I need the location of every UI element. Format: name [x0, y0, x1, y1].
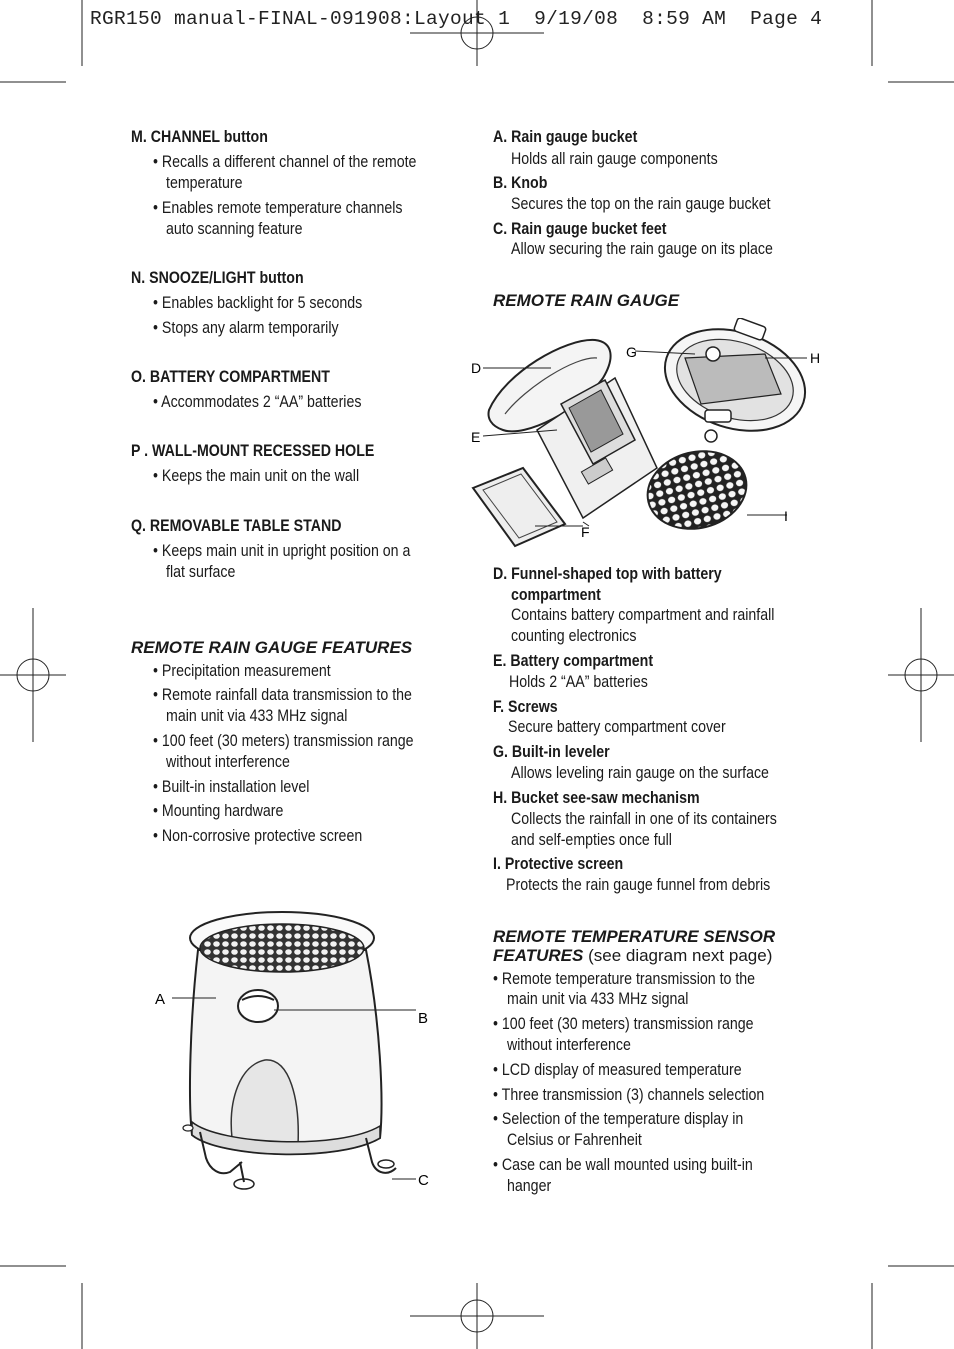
temp-sensor-title-line-2	[493, 945, 772, 967]
temp-bullet-6-line-1: • Case can be wall mounted using built-in	[493, 1156, 753, 1174]
q-heading: Q. REMOVABLE TABLE STAND	[131, 517, 342, 535]
temp-bullet-6-line-2: hanger	[507, 1177, 552, 1195]
feature-bullet-3-line-1: • 100 feet (30 meters) transmission range	[153, 732, 414, 750]
part-e-desc: Holds 2 “AA” batteries	[509, 673, 648, 691]
n-heading: N. SNOOZE/LIGHT button	[131, 269, 304, 287]
feature-bullet-3-line-2: without interference	[166, 753, 290, 771]
part-d-desc-2: counting electronics	[511, 627, 637, 645]
m-bullet-1-line-1: • Recalls a different channel of the remote	[153, 153, 417, 171]
temp-bullet-1-line-2: main unit via 433 MHz signal	[507, 990, 689, 1008]
p-heading: P . WALL-MOUNT RECESSED HOLE	[131, 442, 375, 460]
temp-bullet-3: • LCD display of measured temperature	[493, 1061, 742, 1079]
feature-bullet-2-line-1: • Remote rainfall data transmission to the	[153, 686, 412, 704]
temp-sensor-title-features: FEATURES	[493, 946, 584, 965]
diagram-letter-h: H	[810, 350, 821, 366]
part-c-label: C. Rain gauge bucket feet	[493, 220, 667, 238]
bucket-letter-b: B	[418, 1010, 429, 1027]
part-e-label: E. Battery compartment	[493, 652, 654, 670]
part-i-label: I. Protective screen	[493, 855, 624, 873]
rain-gauge-exploded-diagram	[465, 318, 835, 550]
remote-rain-gauge-title: REMOTE RAIN GAUGE	[493, 291, 680, 310]
part-g-desc: Allows leveling rain gauge on the surface	[511, 764, 769, 782]
part-a-label: A. Rain gauge bucket	[493, 128, 638, 146]
diagram-letter-d: D	[471, 360, 482, 376]
diagram-letter-g: G	[626, 344, 637, 360]
feature-bullet-5: • Mounting hardware	[153, 802, 284, 820]
m-bullet-1-line-2: temperature	[166, 174, 243, 192]
part-g-label: G. Built-in leveler	[493, 743, 610, 761]
part-a-desc: Holds all rain gauge components	[511, 150, 718, 168]
bucket-letter-c: C	[418, 1172, 429, 1189]
temp-sensor-title: REMOTE TEMPERATURE SENSOR	[493, 927, 776, 946]
o-heading: O. BATTERY COMPARTMENT	[131, 368, 330, 386]
temp-bullet-2-line-1: • 100 feet (30 meters) transmission range	[493, 1015, 754, 1033]
part-i-desc: Protects the rain gauge funnel from debris	[506, 876, 771, 894]
part-h-label: H. Bucket see-saw mechanism	[493, 789, 700, 807]
part-h-desc-2: and self-empties once full	[511, 831, 672, 849]
temp-bullet-5-line-2: Celsius or Fahrenheit	[507, 1131, 642, 1149]
diagram-letter-i: I	[784, 508, 788, 524]
n-bullet-1: • Enables backlight for 5 seconds	[153, 294, 363, 312]
part-f-desc: Secure battery compartment cover	[508, 718, 726, 736]
temp-sensor-title-note: (see diagram next page)	[583, 946, 773, 965]
temp-bullet-5-line-1: • Selection of the temperature display in	[493, 1110, 744, 1128]
m-heading: M. CHANNEL button	[131, 128, 268, 146]
diagram-letter-e: E	[471, 429, 481, 445]
q-bullet-1-line-1: • Keeps main unit in upright position on a	[153, 542, 411, 560]
diagram-letter-f: F	[581, 524, 590, 540]
temp-bullet-2-line-2: without interference	[507, 1036, 631, 1054]
m-bullet-2-line-2: auto scanning feature	[166, 220, 303, 238]
o-bullet-1: • Accommodates 2 “AA” batteries	[153, 393, 362, 411]
bucket-letter-a: A	[155, 991, 166, 1008]
part-h-desc-1: Collects the rainfall in one of its containers	[511, 810, 777, 828]
rain-gauge-features-title: REMOTE RAIN GAUGE FEATURES	[131, 638, 413, 657]
part-d-desc-1: Contains battery compartment and rainfall	[511, 606, 775, 624]
feature-bullet-6: • Non-corrosive protective screen	[153, 827, 363, 845]
m-bullet-2-line-1: • Enables remote temperature channels	[153, 199, 403, 217]
feature-bullet-2-line-2: main unit via 433 MHz signal	[166, 707, 348, 725]
part-d-label-1: D. Funnel-shaped top with battery	[493, 565, 722, 583]
temp-bullet-1-line-1: • Remote temperature transmission to the	[493, 970, 756, 988]
rain-gauge-bucket-illustration	[140, 900, 440, 1200]
n-bullet-2: • Stops any alarm temporarily	[153, 319, 339, 337]
temp-bullet-4: • Three transmission (3) channels selection	[493, 1086, 765, 1104]
part-c-desc: Allow securing the rain gauge on its place	[511, 240, 773, 258]
feature-bullet-4: • Built-in installation level	[153, 778, 310, 796]
part-b-desc: Secures the top on the rain gauge bucket	[511, 195, 771, 213]
part-d-label-2: compartment	[511, 586, 601, 604]
part-b-label: B. Knob	[493, 174, 548, 192]
p-bullet-1: • Keeps the main unit on the wall	[153, 467, 360, 485]
feature-bullet-1: • Precipitation measurement	[153, 662, 331, 680]
part-f-label: F. Screws	[493, 698, 558, 716]
print-slug-line: RGR150 manual-FINAL-091908:Layout 1 9/19/08 8:59 AM Page 4	[90, 8, 823, 30]
q-bullet-1-line-2: flat surface	[166, 563, 236, 581]
